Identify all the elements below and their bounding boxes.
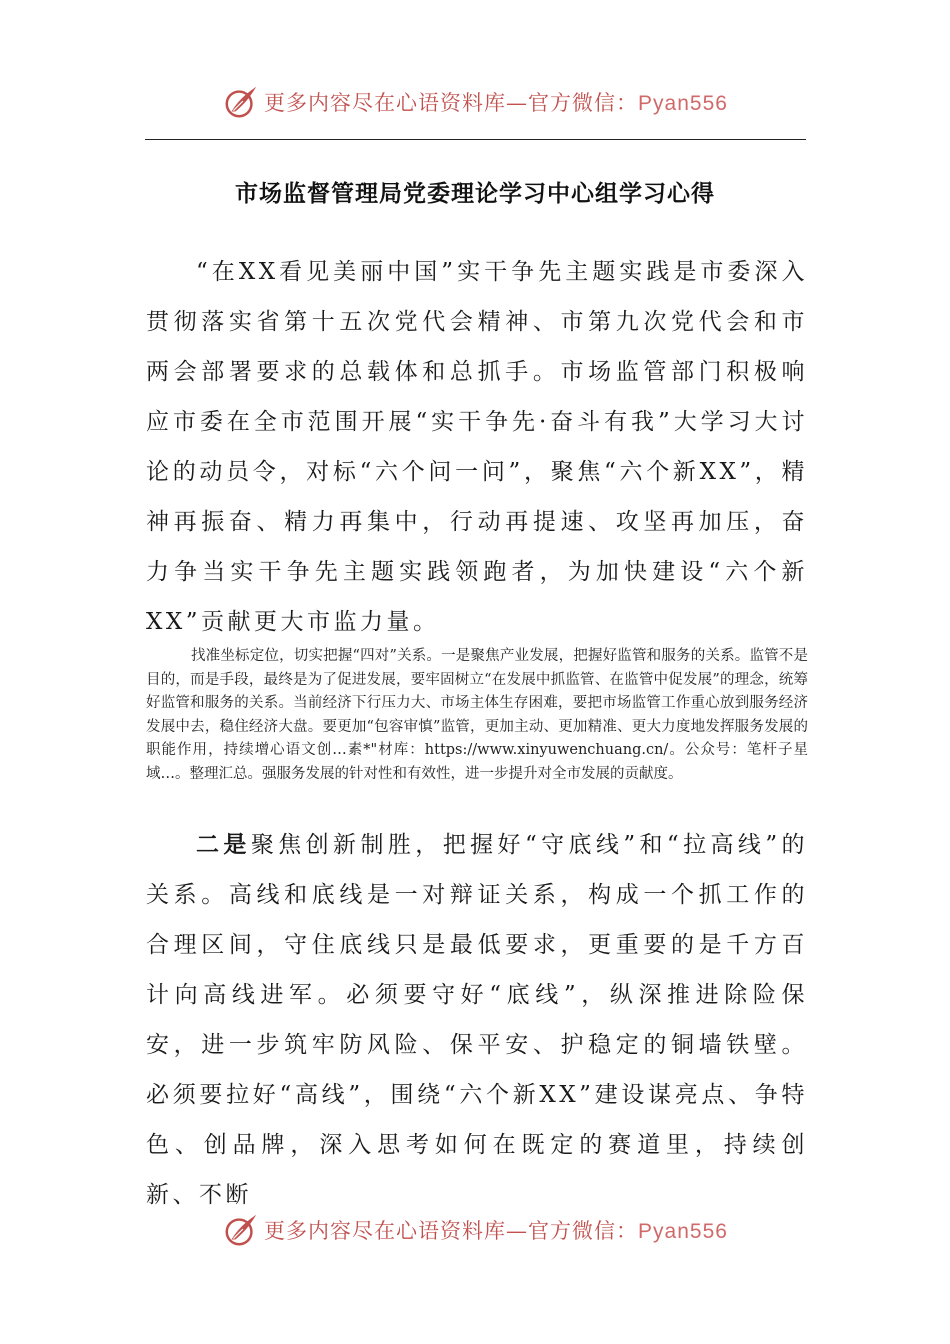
header-watermark [0,82,950,122]
watermark-wechat-id: Pyan556 [638,92,728,115]
header-rule [145,139,806,140]
document-title: 市场监督管理局党委理论学习中心组学习心得 [235,180,715,207]
paragraph-lead-label: 二是 [196,831,251,858]
paragraph-four-relations: 找准坐标定位，切实把握“四对”关系。一是聚焦产业发展，把握好监管和服务的关系。监管不是目的，而是手段，最终是为了促进发展，要牢固树立“在发展中抓监管、在监管中促发展”的理念，统筹好监管和服务的关系。当前经济下行压力大、市场主体生存困难，要把市场监管工作重心放到服务经济发展中去，稳住经济大盘。要更加“包容审慎”监管，更加主动、更加精准、更大力度地发挥服务发展的职能作用，持续增心语文创…素*"材库：https://www.xinyuwenchuang.cn/。公众号：笔杆子星域…。整理汇总。强服务发展的针对性和有效性，进一步提升对全市发展的贡献度。 [146,648,808,782]
watermark-text: 更多内容尽在心语资料库—官方微信：Pyan556 [264,91,728,115]
paragraph-intro: “在XX看见美丽中国”实干争先主题实践是市委深入贯彻落实省第十五次党代会精神、市第九次党代会和市两会部署要求的总载体和总抓手。市场监管部门积极响应市委在全市范围开展“实干争先·奋斗有我”大学习大讨论的动员令，对标“六个问一问”，聚焦“六个新XX”，精神再振奋、精力再集中，行动再提速、攻坚再加压，奋力争当实干争先主题实践领跑者，为加快建设“六个新XX”贡献更大市监力量。 [146,259,808,635]
paragraph-innovation-text: 聚焦创新制胜，把握好“守底线”和“拉高线”的关系。高线和底线是一对辩证关系，构成一个抓工作的合理区间，守住底线只是最低要求，更重要的是千方百计向高线进军。必须要守好“底线”，纵深推进除险保安，进一步筑牢防风险、保平安、护稳定的铜墙铁壁。必须要拉好“高线”，围绕“六个新XX”建设谋亮点、争特色、创品牌，深入思考如何在既定的赛道里，持续创新、不断 [146,832,808,1208]
paragraph-innovation [146,820,808,1220]
watermark-text: 更多内容尽在心语资料库—官方微信：Pyan556 [264,1219,728,1243]
watermark-wechat-id: Pyan556 [638,1220,728,1243]
quill-pen-circle-icon [222,83,260,121]
footer-watermark [0,1210,950,1250]
quill-pen-circle-icon [222,1211,260,1249]
